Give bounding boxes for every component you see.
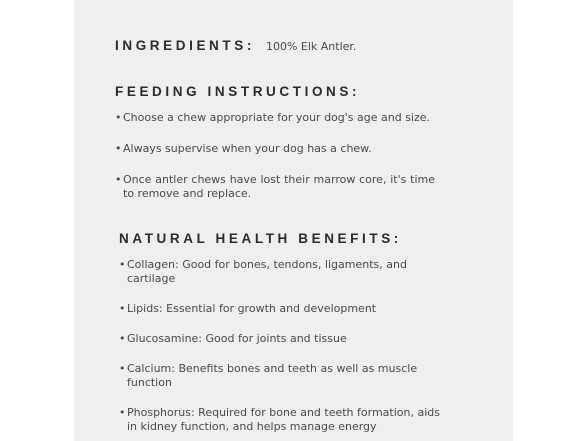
benefit-item-text: Calcium: Benefits bones and teeth as well as muscle function	[127, 362, 418, 389]
feeding-item	[115, 111, 435, 125]
benefit-item	[119, 332, 449, 346]
ingredients-line	[115, 38, 356, 54]
benefit-item	[119, 302, 449, 316]
health-benefits-heading: NATURAL HEALTH BENEFITS:	[119, 231, 402, 246]
benefit-item-text: Glucosamine: Good for joints and tissue	[127, 332, 347, 345]
benefit-item	[119, 258, 449, 286]
product-info-panel	[74, 0, 513, 441]
bullet-icon: •	[119, 362, 126, 375]
bullet-icon: •	[119, 332, 126, 345]
bullet-icon: •	[119, 258, 126, 271]
bullet-icon: •	[119, 406, 126, 419]
benefit-item-text: Phosphorus: Required for bone and teeth formation, aids in kidney function, and helps manage energy	[127, 406, 440, 433]
feeding-item	[115, 173, 435, 201]
bullet-icon: •	[115, 111, 122, 124]
feeding-item	[115, 142, 435, 156]
feeding-instructions-section	[115, 84, 435, 218]
bullet-icon: •	[115, 142, 122, 155]
benefit-item-text: Collagen: Good for bones, tendons, ligaments, and cartilage	[127, 258, 407, 285]
health-benefits-section	[119, 231, 449, 441]
feeding-item-text: Always supervise when your dog has a chew.	[123, 142, 372, 155]
bullet-icon: •	[115, 173, 122, 186]
ingredients-heading: INGREDIENTS:	[115, 38, 255, 53]
bullet-icon: •	[119, 302, 126, 315]
benefit-item	[119, 406, 449, 434]
feeding-instructions-heading: FEEDING INSTRUCTIONS:	[115, 84, 361, 99]
ingredients-value: 100% Elk Antler.	[265, 40, 357, 53]
benefit-item-text: Lipids: Essential for growth and development	[127, 302, 377, 315]
feeding-item-text: Once antler chews have lost their marrow core, it's time to remove and replace.	[123, 173, 435, 200]
feeding-item-text: Choose a chew appropriate for your dog's age and size.	[123, 111, 431, 124]
benefit-item	[119, 362, 449, 390]
